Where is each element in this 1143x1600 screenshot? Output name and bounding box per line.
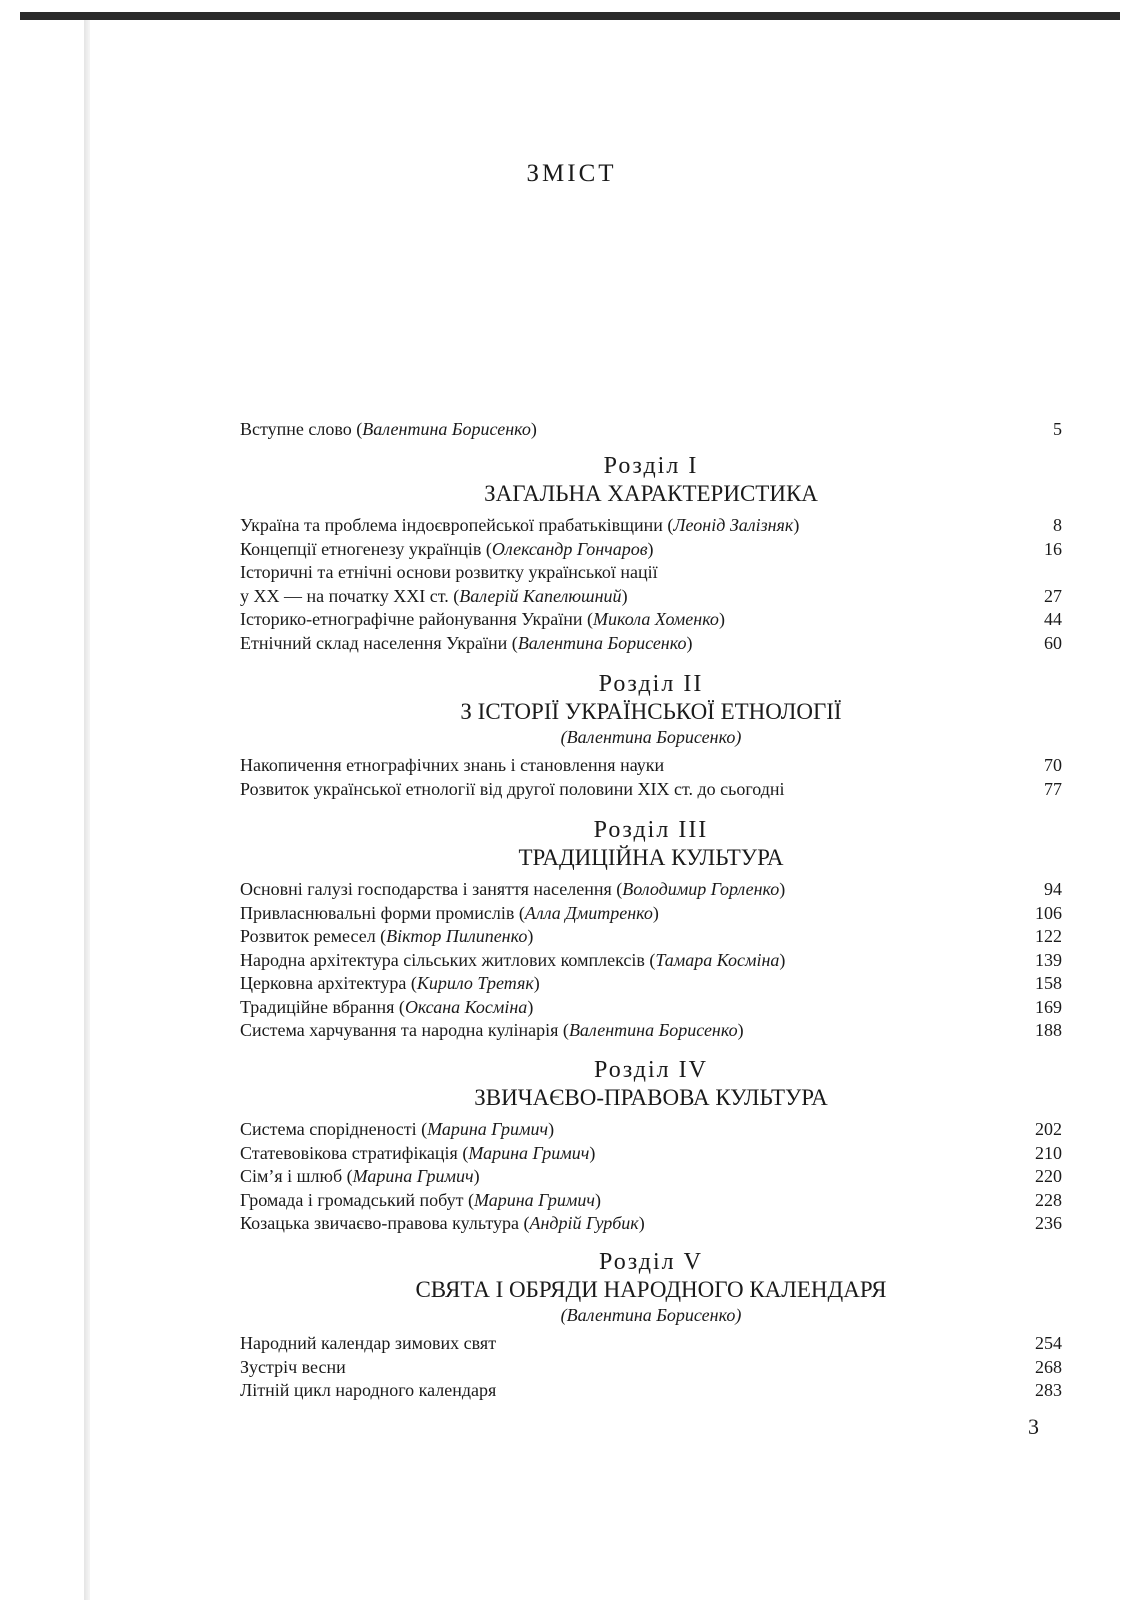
toc-row (240, 1379, 1062, 1403)
toc-row (240, 754, 1062, 778)
section-heading (240, 670, 1062, 748)
toc-row (240, 1189, 1062, 1213)
section-heading (240, 816, 1062, 872)
toc-row (240, 561, 1062, 585)
toc-entry-text: Сім’я і шлюб (Марина Гримич) (240, 1166, 480, 1186)
toc-page-number: 94 (1044, 879, 1062, 899)
toc-entry-text: Основні галузі господарства і заняття населення (Володимир Горленко) (240, 879, 786, 899)
section-number: Розділ III (593, 817, 709, 843)
section-number: Розділ II (598, 671, 704, 697)
section-1 (240, 452, 1062, 655)
intro-entry (240, 418, 1062, 442)
toc-page-number: 283 (1035, 1380, 1062, 1400)
page-title: ЗМІСТ (526, 160, 617, 187)
toc-row (240, 1212, 1062, 1236)
toc-entry-text: Громада і громадський побут (Марина Гримич) (240, 1189, 601, 1210)
scan-binding-edge (84, 20, 90, 1600)
toc-row (240, 585, 1062, 609)
toc-page-number: 122 (1035, 926, 1062, 946)
toc-page-number: 139 (1035, 949, 1062, 970)
toc-page-number: 254 (1035, 1333, 1062, 1353)
toc-row (240, 1165, 1062, 1189)
section-author: (Валентина Борисенко) (560, 727, 742, 747)
toc-page-number: 44 (1044, 609, 1062, 629)
section-3 (240, 816, 1062, 1043)
toc-page-number: 27 (1044, 585, 1062, 606)
section-title: ЗВИЧАЄВО-ПРАВОВА КУЛЬТУРА (474, 1085, 828, 1110)
toc-entry-text: Козацька звичаєво-правова культура (Андрій Гурбик) (240, 1213, 645, 1233)
toc-page-number: 158 (1035, 973, 1062, 993)
toc-entry-text: Статевовікова стратифікація (Марина Гримич) (240, 1142, 596, 1163)
toc-entry-text: Накопичення етнографічних знань і становлення науки (240, 755, 665, 775)
section-entries (240, 754, 1062, 801)
toc-entry-text: Історико-етнографічне районування України (Микола Хоменко) (240, 609, 725, 629)
toc-entry-text: Народна архітектура сільських житлових комплексів (Тамара Косміна) (240, 949, 786, 970)
section-number: Розділ IV (594, 1057, 708, 1083)
toc-page-number: 210 (1035, 1142, 1062, 1163)
section-title: СВЯТА І ОБРЯДИ НАРОДНОГО КАЛЕНДАРЯ (415, 1277, 887, 1302)
toc-row (240, 418, 1062, 442)
toc-entry-text: Система спорідненості (Марина Гримич) (240, 1119, 555, 1139)
toc-row (240, 878, 1062, 902)
toc-page-number: 77 (1044, 778, 1062, 799)
toc-row (240, 632, 1062, 656)
toc-page-number: 106 (1035, 902, 1062, 923)
section-entries (240, 1332, 1062, 1403)
toc-entry-text: Церковна архітектура (Кирило Третяк) (240, 973, 540, 993)
toc-entry-text: Народний календар зимових свят (240, 1333, 497, 1353)
section-entries (240, 878, 1062, 1043)
toc-row (240, 925, 1062, 949)
toc-row (240, 972, 1062, 996)
toc-entry-text: Вступне слово (Валентина Борисенко) (240, 419, 537, 439)
toc-page-number: 220 (1035, 1166, 1062, 1186)
toc-entry-text: Історичні та етнічні основи розвитку української нації (240, 562, 658, 582)
section-entries (240, 1118, 1062, 1236)
section-heading (240, 452, 1062, 508)
toc-entry-text: Україна та проблема індоєвропейської прабатьківщини (Леонід Залізняк) (240, 515, 800, 535)
toc-page-number: 16 (1044, 538, 1062, 559)
toc-page-number: 268 (1035, 1356, 1062, 1377)
toc-entry-text: Привласнювальні форми промислів (Алла Дмитренко) (240, 902, 659, 923)
toc-page-number: 5 (1053, 419, 1062, 439)
toc-row (240, 1118, 1062, 1142)
section-title: ЗАГАЛЬНА ХАРАКТЕРИСТИКА (484, 481, 818, 506)
toc-row (240, 778, 1062, 802)
section-title: З ІСТОРІЇ УКРАЇНСЬКОЇ ЕТНОЛОГІЇ (460, 699, 842, 724)
toc-entry-text: Система харчування та народна кулінарія (Валентина Борисенко) (240, 1020, 744, 1040)
toc-row (240, 902, 1062, 926)
toc-row (240, 1142, 1062, 1166)
section-2 (240, 670, 1062, 801)
toc-entry-text: Зустріч весни (240, 1356, 346, 1377)
section-heading (240, 1056, 1062, 1112)
toc-entry-text: у XX — на початку XXI ст. (Валерій Капелюшний) (240, 585, 628, 606)
toc-row (240, 514, 1062, 538)
toc-page-number: 8 (1053, 515, 1062, 535)
toc-entry-text: Літній цикл народного календаря (240, 1380, 497, 1400)
toc-row (240, 996, 1062, 1020)
section-number: Розділ I (603, 453, 699, 479)
toc-entry-text: Традиційне вбрання (Оксана Косміна) (240, 996, 534, 1017)
toc-row (240, 949, 1062, 973)
toc-entry-text: Концепції етногенезу українців (Олександр Гончаров) (240, 538, 654, 559)
toc-row (240, 1019, 1062, 1043)
toc-entry-text: Розвиток ремесел (Віктор Пилипенко) (240, 926, 534, 946)
toc-page-number: 236 (1035, 1213, 1062, 1233)
toc-page-number: 169 (1035, 996, 1062, 1017)
toc-row (240, 538, 1062, 562)
section-heading (240, 1248, 1062, 1326)
page-number: 3 (1028, 1414, 1039, 1439)
scan-top-edge (20, 12, 1120, 20)
section-author: (Валентина Борисенко) (560, 1305, 742, 1325)
section-5 (240, 1248, 1062, 1403)
section-title: ТРАДИЦІЙНА КУЛЬТУРА (518, 845, 784, 870)
toc-row (240, 608, 1062, 632)
section-number: Розділ V (599, 1249, 703, 1275)
toc-entry-text: Розвиток української етнології від другої половини XIX ст. до сьогодні (240, 778, 785, 799)
toc-page-number: 202 (1035, 1119, 1062, 1139)
toc-entry-text: Етнічний склад населення України (Валентина Борисенко) (240, 632, 693, 653)
section-4 (240, 1056, 1062, 1236)
toc-page-number: 60 (1044, 632, 1062, 653)
toc-page-number: 228 (1035, 1189, 1062, 1210)
toc-row (240, 1332, 1062, 1356)
toc-row (240, 1356, 1062, 1380)
toc-page-number: 188 (1035, 1020, 1062, 1040)
section-entries (240, 514, 1062, 655)
toc-page-number: 70 (1044, 755, 1062, 775)
